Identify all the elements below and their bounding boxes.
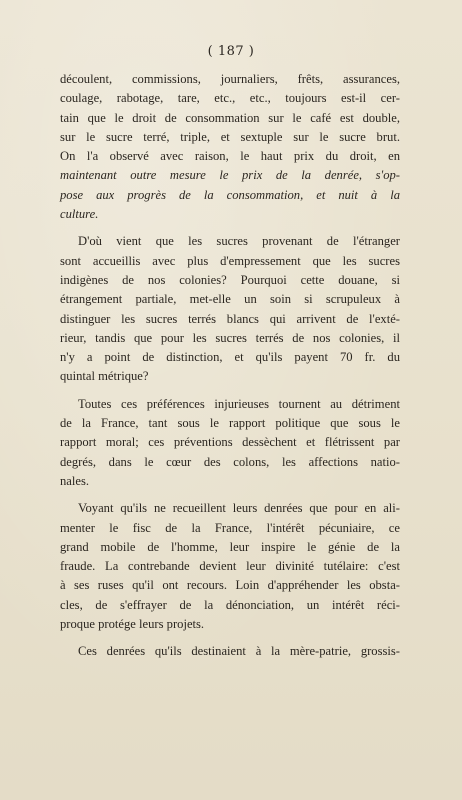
text-line: pose aux progrès de la consommation, et nuit à la [60,187,400,202]
paragraph-5 [60,642,400,661]
text-line: Voyant qu'ils ne recueillent leurs denrées que pour en ali- [78,501,400,516]
text-line: indigènes de nos colonies? Pourquoi cette douane, si [60,272,400,287]
text-line: On l'a observé avec raison, le haut prix du droit, en [60,149,400,164]
text-line: fraude. La contrebande devient leur divinité tutélaire: c'est [60,559,400,574]
body-text [60,70,400,667]
page-number: ( 187 ) [207,44,255,59]
text-line: nales. [60,473,90,488]
text-line: sur le sucre terré, triple, et sextuple sur le sucre brut. [60,129,400,144]
paragraph-2 [60,232,400,386]
paragraph-4 [60,499,400,634]
text-line: sont accueillis avec plus d'empressement que les sucres [60,253,400,268]
text-line: n'y a point de distinction, et qu'ils payent 70 fr. du [60,350,400,365]
text-line: D'où vient que les sucres provenant de l'étranger [78,234,400,249]
text-line: coulage, rabotage, tare, etc., etc., toujours est-il cer- [60,91,400,106]
text-line: quintal métrique? [60,369,149,384]
text-line: Toutes ces préférences injurieuses tournent au détriment [78,396,400,411]
text-line: rapport moral; ces préventions dessèchent et flétrissent par [60,435,400,450]
text-line: distinguer les sucres terrés blancs qui arrivent de l'exté- [60,311,400,326]
text-line: à ses ruses qu'il ont recours. Loin d'appréhender les obsta- [60,578,400,593]
paragraph-3 [60,395,400,491]
text-line: de la France, tant sous le rapport politique que sous le [60,416,400,431]
text-line: culture. [60,207,99,222]
text-line: maintenant outre mesure le prix de la denrée, s'op- [60,168,400,183]
text-line: degrés, dans le cœur des colons, les affections natio- [60,454,400,469]
text-line: grand mobile de l'homme, leur inspire le génie de la [60,539,400,554]
text-line: Ces denrées qu'ils destinaient à la mère-patrie, grossis- [78,644,400,659]
text-line: menter le fisc de la France, l'intérêt pécuniaire, ce [60,520,400,535]
text-line: découlent, commissions, journaliers, frêts, assurances, [60,72,400,86]
text-line: tain que le droit de consommation sur le café est double, [60,110,400,125]
text-line: cles, de s'effrayer de la dénonciation, un intérêt réci- [60,597,400,612]
text-line: rieur, tandis que pour les sucres terrés de nos colonies, il [60,330,400,345]
text-line: proque protége leurs projets. [60,617,205,632]
text-line: étrangement partiale, met-elle un soin si scrupuleux à [60,292,400,307]
paragraph-1 [60,70,400,224]
